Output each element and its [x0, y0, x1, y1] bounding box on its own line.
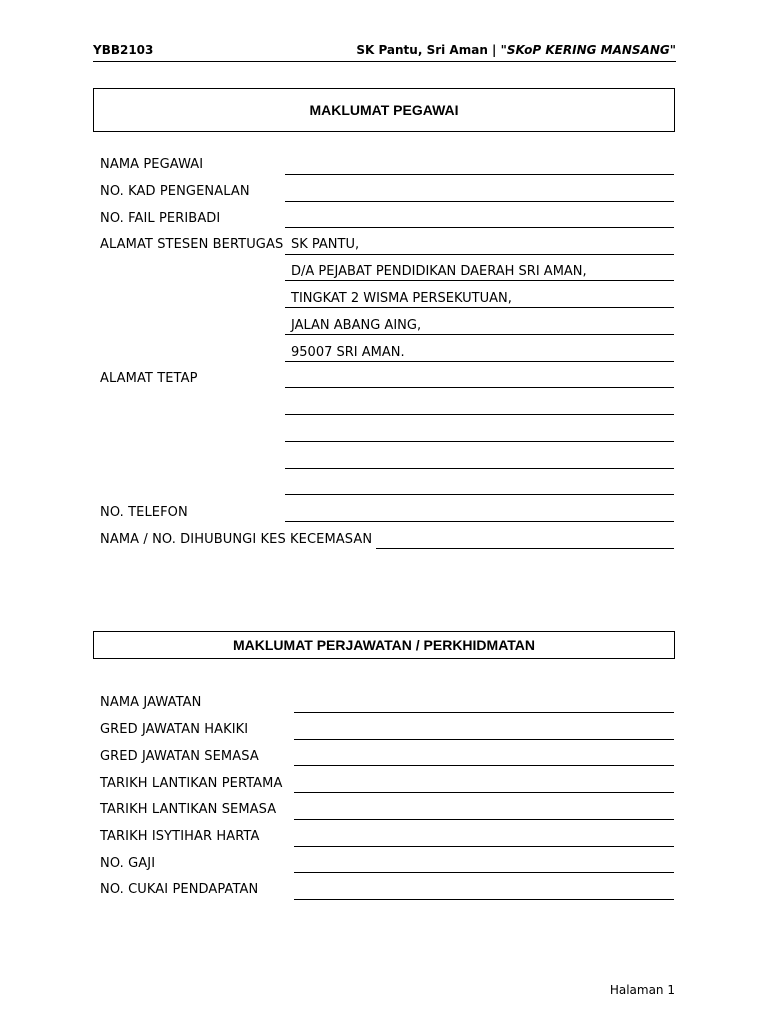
alamat-stesen-line-5: 95007 SRI AMAN. [291, 345, 405, 360]
field-alamat-stesen-1[interactable] [285, 254, 674, 255]
field-no-kad-pengenalan[interactable] [285, 201, 674, 202]
field-tarikh-lantikan-pertama[interactable] [294, 792, 674, 793]
field-nama-pegawai[interactable] [285, 174, 674, 175]
document-header-right [356, 43, 676, 57]
label-alamat-stesen: ALAMAT STESEN BERTUGAS [100, 237, 284, 252]
field-no-gaji[interactable] [294, 872, 674, 873]
field-alamat-stesen-5[interactable] [285, 361, 674, 362]
field-tarikh-lantikan-semasa[interactable] [294, 819, 674, 820]
label-nama-jawatan: NAMA JAWATAN [100, 695, 202, 710]
field-no-telefon[interactable] [285, 521, 674, 522]
field-alamat-tetap-3[interactable] [285, 441, 674, 442]
section-title-text: MAKLUMAT PEGAWAI [309, 102, 459, 118]
alamat-stesen-line-3: TINGKAT 2 WISMA PERSEKUTUAN, [291, 291, 512, 306]
field-alamat-tetap-4[interactable] [285, 468, 674, 469]
field-alamat-stesen-2[interactable] [285, 280, 674, 281]
school-name: SK Pantu, Sri Aman [356, 43, 488, 57]
header-separator: | [492, 43, 497, 57]
label-kes-kecemasan: NAMA / NO. DIHUBUNGI KES KECEMASAN [100, 532, 373, 547]
alamat-stesen-line-4: JALAN ABANG AING, [291, 318, 422, 333]
label-tarikh-isytihar-harta: TARIKH ISYTIHAR HARTA [100, 829, 260, 844]
label-no-kad-pengenalan: NO. KAD PENGENALAN [100, 184, 250, 199]
field-alamat-stesen-4[interactable] [285, 334, 674, 335]
label-alamat-tetap: ALAMAT TETAP [100, 371, 198, 386]
section-title-maklumat-perjawatan [93, 631, 675, 659]
school-tagline: "SKoP KERING MANSANG" [500, 43, 676, 57]
field-tarikh-isytihar-harta[interactable] [294, 846, 674, 847]
label-no-fail-peribadi: NO. FAIL PERIBADI [100, 211, 221, 226]
label-no-gaji: NO. GAJI [100, 856, 156, 871]
field-no-fail-peribadi[interactable] [285, 227, 674, 228]
section-title-text: MAKLUMAT PERJAWATAN / PERKHIDMATAN [232, 637, 536, 653]
label-tarikh-lantikan-semasa: TARIKH LANTIKAN SEMASA [100, 802, 277, 817]
field-alamat-stesen-3[interactable] [285, 307, 674, 308]
field-gred-jawatan-semasa[interactable] [294, 765, 674, 766]
field-kes-kecemasan[interactable] [376, 548, 674, 549]
section-title-maklumat-pegawai [93, 88, 675, 132]
label-gred-jawatan-hakiki: GRED JAWATAN HAKIKI [100, 722, 249, 737]
field-gred-jawatan-hakiki[interactable] [294, 739, 674, 740]
label-nama-pegawai: NAMA PEGAWAI [100, 157, 204, 172]
label-gred-jawatan-semasa: GRED JAWATAN SEMASA [100, 749, 259, 764]
field-alamat-tetap-2[interactable] [285, 414, 674, 415]
label-no-cukai-pendapatan: NO. CUKAI PENDAPATAN [100, 882, 259, 897]
alamat-stesen-line-1: SK PANTU, [291, 237, 360, 252]
page-number: Halaman 1 [609, 983, 675, 997]
alamat-stesen-line-2: D/A PEJABAT PENDIDIKAN DAERAH SRI AMAN, [291, 264, 587, 279]
header-rule [93, 61, 676, 62]
label-no-telefon: NO. TELEFON [100, 505, 188, 520]
field-alamat-tetap-5[interactable] [285, 494, 674, 495]
field-alamat-tetap-1[interactable] [285, 387, 674, 388]
field-no-cukai-pendapatan[interactable] [294, 899, 674, 900]
document-code: YBB2103 [93, 43, 154, 57]
label-tarikh-lantikan-pertama: TARIKH LANTIKAN PERTAMA [100, 776, 283, 791]
field-nama-jawatan[interactable] [294, 712, 674, 713]
